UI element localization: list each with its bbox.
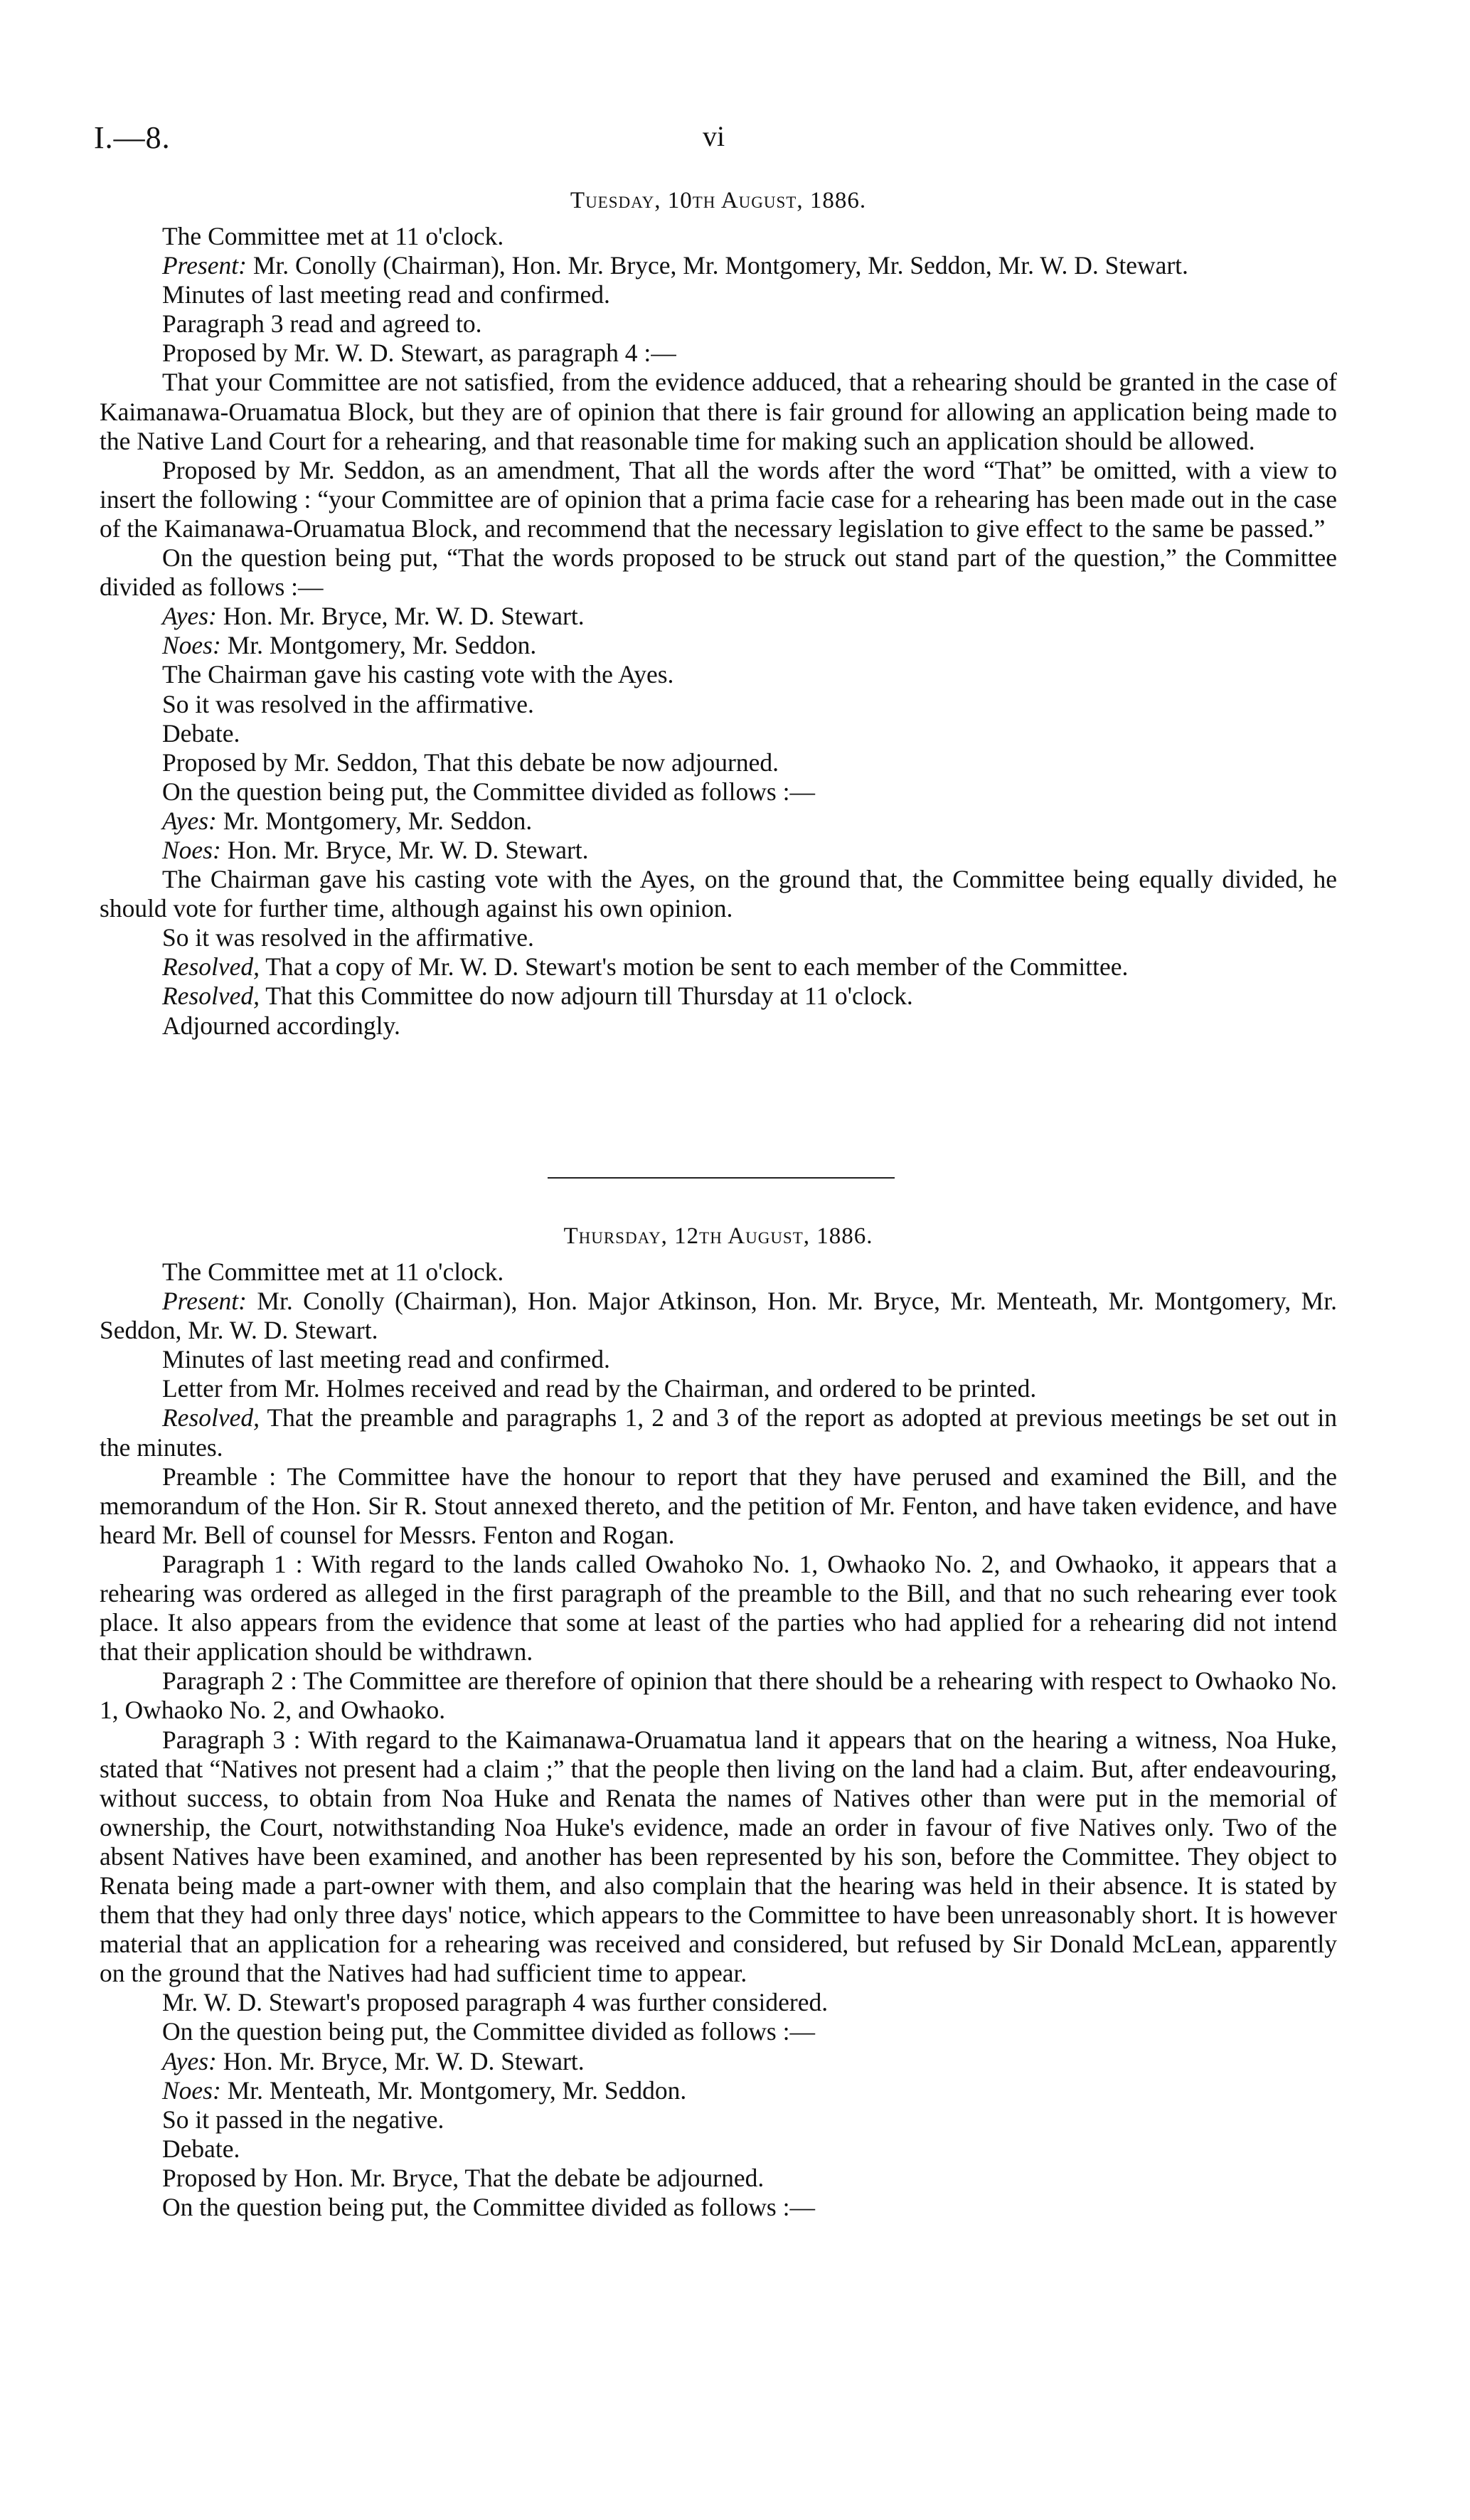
paragraph: Minutes of last meeting read and confirmed.	[162, 1345, 610, 1374]
paragraph: Present: Mr. Conolly (Chairman), Hon. Mr. Bryce, Mr. Montgomery, Mr. Seddon, Mr. W. D. Stewart.	[162, 251, 1188, 280]
paragraph: So it was resolved in the affirmative.	[162, 923, 534, 952]
paragraph: On the question being put, the Committee divided as follows :—	[162, 2193, 815, 2221]
section-divider	[548, 1177, 895, 1179]
paragraph: Adjourned accordingly.	[162, 1011, 400, 1040]
paragraph: The Committee met at 11 o'clock.	[162, 222, 504, 250]
paragraph: Preamble : The Committee have the honour to report that they have perused and examined the Bill, and the memorandum of the Hon. Sir R. Stout annexed thereto, and the petition of Mr. Fenton, and have taken evidence, and have heard Mr. Bell of counsel for Messrs. Fenton and Rogan.	[100, 1462, 1337, 1549]
paragraph: The Committee met at 11 o'clock.	[162, 1258, 504, 1286]
meeting-date-heading: Tuesday, 10th August, 1886.	[570, 188, 867, 213]
paragraph: Letter from Mr. Holmes received and read by the Chairman, and ordered to be printed.	[162, 1374, 1037, 1403]
paragraph: Noes: Mr. Montgomery, Mr. Seddon.	[162, 631, 537, 660]
paragraph: Resolved, That the preamble and paragraphs 1, 2 and 3 of the report as adopted at previous meetings be set out in the minutes.	[100, 1403, 1337, 1462]
paragraph: On the question being put, “That the words proposed to be struck out stand part of the question,” the Committee divided as follows :—	[100, 543, 1337, 602]
paragraph: Proposed by Mr. Seddon, as an amendment, That all the words after the word “That” be omitted, with a view to insert the following : “your Committee are of opinion that a prima facie case for a rehearing has been made out in the case of the Kaimanawa-Oruamatua Block, and recommend that the necessary legislation to give effect to the same be passed.”	[100, 455, 1337, 543]
paragraph: Paragraph 3 : With regard to the Kaimanawa-Oruamatua land it appears that on the hearing a witness, Noa Huke, stated that “Natives not present had a claim ;” that the people then living on the land had a claim. But, after endeavouring, without success, to obtain from Noa Huke and Renata the names of Natives other than were put in the memorial of ownership, the Court, notwithstanding Noa Huke's evidence, made an order in favour of five Natives only. Two of the absent Natives have been examined, and another has been represented by his son, before the Committee. They object to Renata being made a part-owner with them, and also complain that the hearing was held in their absence. It is stated by them that they had only three days' notice, which appears to the Committee to have been unreasonably short. It is however material that an application for a rehearing was received and considered, but refused by Sir Donald McLean, apparently on the ground that the Natives had had sufficient time to appear.	[100, 1725, 1337, 1988]
paragraph: Debate.	[162, 2134, 240, 2163]
page-number: vi	[703, 120, 725, 152]
paragraph: Paragraph 3 read and agreed to.	[162, 309, 482, 339]
paragraph: Ayes: Hon. Mr. Bryce, Mr. W. D. Stewart.	[162, 2046, 585, 2075]
paragraph: Resolved, That this Committee do now adjourn till Thursday at 11 o'clock.	[162, 982, 913, 1011]
page-code: I.—8.	[94, 120, 171, 155]
paragraph: So it was resolved in the affirmative.	[162, 689, 534, 718]
meeting-date-heading: Thursday, 12th August, 1886.	[563, 1223, 873, 1249]
paragraph: That your Committee are not satisfied, from the evidence adduced, that a rehearing should be granted in the case of Kaimanawa-Oruamatua Block, but they are of opinion that there is fair ground for allowing an application being made to the Native Land Court for a rehearing, and that reasonable time for making such an application should be allowed.	[100, 368, 1337, 455]
paragraph: Noes: Mr. Menteath, Mr. Montgomery, Mr. Seddon.	[162, 2075, 687, 2105]
meeting-tuesday-section	[100, 186, 1337, 1041]
paragraph: Ayes: Mr. Montgomery, Mr. Seddon.	[162, 806, 533, 835]
paragraph: Proposed by Hon. Mr. Bryce, That the debate be adjourned.	[162, 2163, 765, 2192]
paragraph: Proposed by Mr. Seddon, That this debate be now adjourned.	[162, 748, 779, 777]
paragraph: The Chairman gave his casting vote with the Ayes.	[162, 660, 674, 689]
paragraph: Paragraph 1 : With regard to the lands called Owahoko No. 1, Owhaoko No. 2, and Owhaoko, it appears that a rehearing was ordered as alleged in the first paragraph of the preamble to the Bill, and that no such rehearing ever took place. It also appears from the evidence that some at least of the parties who had applied for a rehearing did not intend that their application should be withdrawn.	[100, 1549, 1337, 1666]
paragraph: Paragraph 2 : The Committee are therefore of opinion that there should be a rehearing with respect to Owhaoko No. 1, Owhaoko No. 2, and Owhaoko.	[100, 1666, 1337, 1725]
minutes-body	[100, 222, 1337, 1041]
meeting-thursday-section	[100, 1222, 1337, 2222]
paragraph: Proposed by Mr. W. D. Stewart, as paragraph 4 :—	[162, 339, 676, 368]
paragraph: Resolved, That a copy of Mr. W. D. Stewart's motion be sent to each member of the Committee.	[162, 952, 1129, 982]
paragraph: Debate.	[162, 718, 240, 748]
paragraph: Noes: Hon. Mr. Bryce, Mr. W. D. Stewart.	[162, 835, 589, 864]
paragraph: Minutes of last meeting read and confirmed.	[162, 280, 610, 309]
minutes-body	[100, 1258, 1337, 2222]
paragraph: Present: Mr. Conolly (Chairman), Hon. Major Atkinson, Hon. Mr. Bryce, Mr. Menteath, Mr. Montgomery, Mr. Seddon, Mr. W. D. Stewart.	[100, 1287, 1337, 1345]
paragraph: Ayes: Hon. Mr. Bryce, Mr. W. D. Stewart.	[162, 602, 585, 631]
paragraph: On the question being put, the Committee divided as follows :—	[162, 777, 815, 806]
paragraph: On the question being put, the Committee divided as follows :—	[162, 2017, 815, 2046]
paragraph: So it passed in the negative.	[162, 2105, 444, 2134]
paragraph: Mr. W. D. Stewart's proposed paragraph 4 was further considered.	[162, 1988, 829, 2017]
paragraph: The Chairman gave his casting vote with the Ayes, on the ground that, the Committee being equally divided, he should vote for further time, although against his own opinion.	[100, 865, 1337, 923]
